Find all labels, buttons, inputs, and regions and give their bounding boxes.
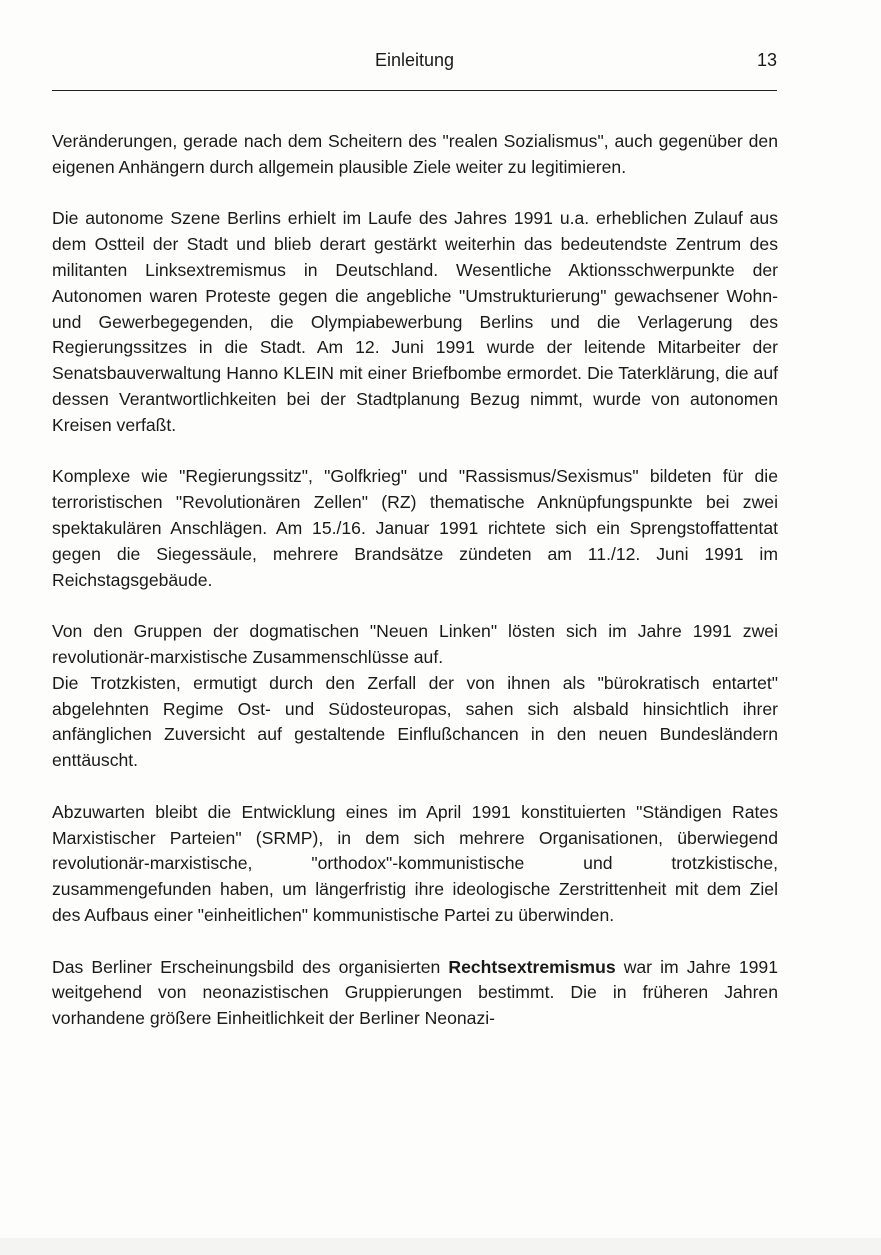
paragraph-6: Abzuwarten bleibt die Entwicklung eines im April 1991 konstituierten "Ständigen Rates Marxistischer Parteien" (SRMP), in dem sich mehrere Organisationen, überwiegend revolutionär-marxistische, "orthodox"-kommunistische und trotzkistische, zusammengefunden haben, um längerfristig ihre ideologische Zerstrittenheit mit dem Ziel des Aufbaus einer "einheitlichen" kommunistische Partei zu überwinden. — [52, 801, 778, 925]
header-rule — [52, 90, 777, 91]
chapter-title: Einleitung — [374, 50, 455, 70]
paragraph-2: Die autonome Szene Berlins erhielt im Laufe des Jahres 1991 u.a. erheblichen Zulauf aus dem Ostteil der Stadt und blieb derart gestärkt weiterhin das bedeutendste Zentrum des militanten Linksextremismus in Deutschland. Wesentliche Aktionsschwerpunkte der Autonomen waren Proteste gegen die angebliche "Umstrukturierung" gewachsener Wohn- und Gewerbegegenden, die Olympiabewerbung Berlins und die Verlagerung des Regierungssitzes in die Stadt. Am 12. Juni 1991 wurde der leitende Mitarbeiter der Senatsbauverwaltung Hanno KLEIN mit einer Briefbombe ermordet. Die Taterklärung, die auf dessen Verantwortlichkeiten bei der Stadtplanung Bezug nimmt, wurde von autonomen Kreisen verfaßt. — [52, 208, 778, 435]
term-rechtsextremismus: Rechtsextremismus — [448, 956, 616, 977]
body-text — [52, 129, 778, 1032]
running-header — [52, 50, 777, 78]
scan-edge — [0, 1238, 881, 1255]
paragraph-7-end: war im Jahre 1991 weitgehend von neonazistischen Gruppierungen bestimmt. Die in früheren Jahren vorhandene größere Einheitlichkeit der Berliner Neonazi- — [52, 956, 778, 1029]
page-number: 13 — [756, 50, 777, 70]
paragraph-7 — [52, 955, 778, 1032]
paragraph-7-start: Das Berliner Erscheinungsbild des organisierten — [52, 956, 449, 977]
paragraph-4: Von den Gruppen der dogmatischen "Neuen Linken" lösten sich im Jahre 1991 zwei revolutionär-marxistische Zusammenschlüsse auf. — [52, 621, 778, 667]
paragraph-3: Komplexe wie "Regierungssitz", "Golfkrieg" und "Rassismus/Sexismus" bildeten für die terroristischen "Revolutionären Zellen" (RZ) thematische Anknüpfungspunkte bei zwei spektakulären Anschlägen. Am 15./16. Januar 1991 richtete sich ein Sprengstoffattentat gegen die Siegessäule, mehrere Brandsätze zündeten am 11./12. Juni 1991 im Reichstagsgebäude. — [52, 466, 778, 590]
paragraph-1: Veränderungen, gerade nach dem Scheitern des "realen Sozialismus", auch gegenüber den eigenen Anhängern durch allgemein plausible Ziele weiter zu legitimieren. — [52, 131, 778, 177]
paragraph-5: Die Trotzkisten, ermutigt durch den Zerfall der von ihnen als "bürokratisch entartet" abgelehnten Regime Ost- und Südosteuropas, sahen sich alsbald hinsichtlich ihrer anfänglichen Zuversicht auf gestaltende Einflußchancen in den neuen Bundesländern enttäuscht. — [52, 672, 778, 771]
